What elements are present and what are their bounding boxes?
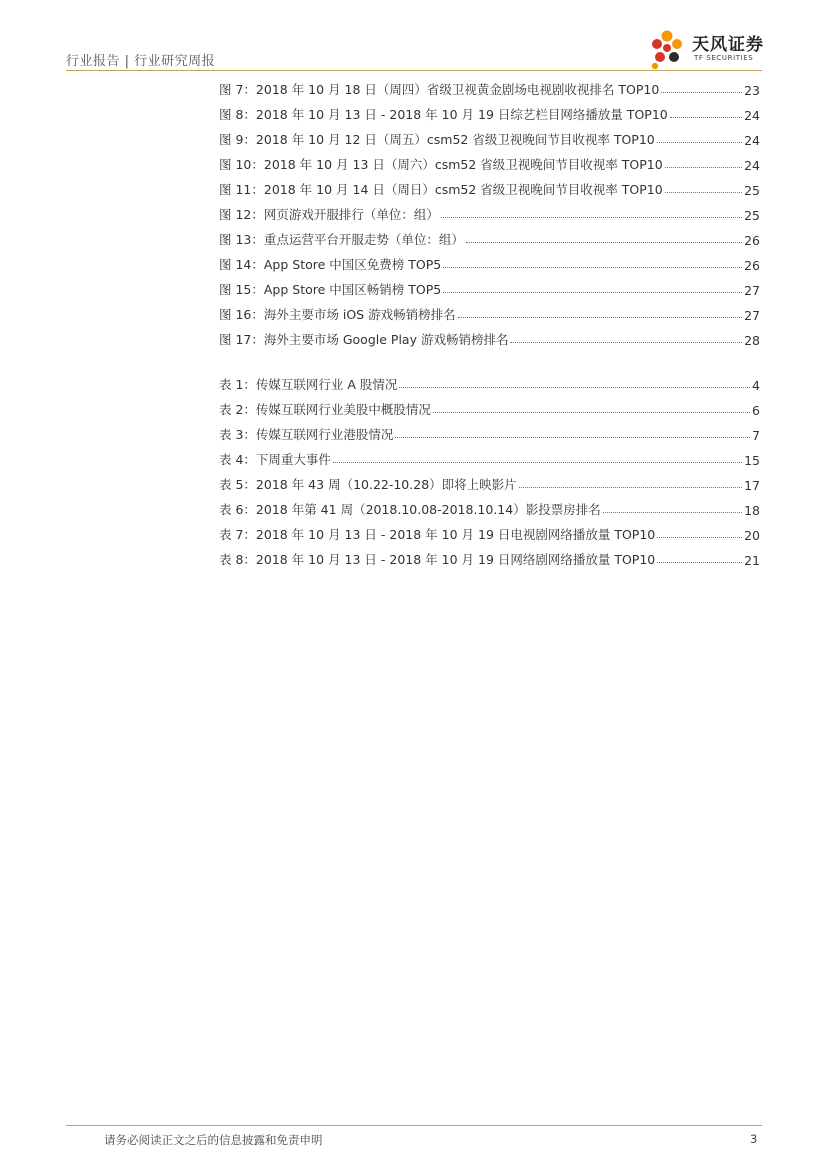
dot-leader (665, 192, 742, 193)
dot-leader (395, 437, 750, 438)
dot-leader (333, 462, 742, 463)
dot-leader (657, 562, 742, 563)
toc-entry-label: 表 1：传媒互联网行业 A 股情况 (219, 377, 398, 392)
toc-entry-figure-7[interactable] (219, 78, 760, 98)
toc-entry-page: 24 (744, 158, 760, 173)
toc-entry-table-2[interactable] (219, 398, 760, 418)
toc-entry-page: 4 (752, 378, 760, 393)
toc-entry-page: 17 (744, 478, 760, 493)
toc-entry-label: 图 11：2018 年 10 月 14 日（周日）csm52 省级卫视晚间节目收视率 TOP10 (219, 182, 663, 197)
toc-entry-figure-15[interactable] (219, 278, 760, 298)
toc-entry-label: 表 3：传媒互联网行业港股情况 (219, 427, 394, 442)
toc-entry-label: 图 13：重点运营平台开服走势（单位：组） (219, 232, 464, 247)
dot-leader (433, 412, 750, 413)
toc-entry-page: 6 (752, 403, 760, 418)
dot-leader (399, 387, 750, 388)
toc-entry-figure-11[interactable] (219, 178, 760, 198)
toc-entry-page: 27 (744, 308, 760, 323)
dot-leader (443, 292, 742, 293)
dot-leader (665, 167, 742, 168)
toc-entry-label: 图 16：海外主要市场 iOS 游戏畅销榜排名 (219, 307, 456, 322)
toc-entry-figure-9[interactable] (219, 128, 760, 148)
toc-entry-label: 图 9：2018 年 10 月 12 日（周五）csm52 省级卫视晚间节目收视率 TOP10 (219, 132, 655, 147)
toc-entry-label: 图 15：App Store 中国区畅销榜 TOP5 (219, 282, 442, 297)
toc-entry-page: 26 (744, 258, 760, 273)
company-logo (646, 26, 766, 70)
toc-entry-label: 表 5：2018 年 43 周（10.22-10.28）即将上映影片 (219, 477, 517, 492)
dot-leader (657, 142, 742, 143)
header-breadcrumb: 行业报告 | 行业研究周报 (66, 54, 216, 69)
logo-flower-icon (646, 26, 688, 70)
toc-entry-table-1[interactable] (219, 373, 760, 393)
toc-entry-table-4[interactable] (219, 448, 760, 468)
toc-entry-page: 7 (752, 428, 760, 443)
toc-entry-label: 图 12：网页游戏开服排行（单位：组） (219, 207, 439, 222)
toc-entry-label: 图 17：海外主要市场 Google Play 游戏畅销榜排名 (219, 332, 509, 347)
toc-entry-figure-16[interactable] (219, 303, 760, 323)
dot-leader (661, 92, 742, 93)
dot-leader (657, 537, 742, 538)
page-number: 3 (750, 1132, 758, 1146)
toc-entry-label: 图 7：2018 年 10 月 18 日（周四）省级卫视黄金剧场电视剧收视排名 TOP10 (219, 82, 660, 97)
toc-entry-page: 23 (744, 83, 760, 98)
toc-entry-label: 表 4：下周重大事件 (219, 452, 331, 467)
toc-entry-figure-14[interactable] (219, 253, 760, 273)
toc-entry-page: 26 (744, 233, 760, 248)
toc-entry-page: 15 (744, 453, 760, 468)
logo-chinese-name: 天风证券 (692, 35, 764, 55)
dot-leader (441, 217, 742, 218)
toc-entry-figure-8[interactable] (219, 103, 760, 123)
toc-entry-page: 25 (744, 208, 760, 223)
toc-entry-figure-13[interactable] (219, 228, 760, 248)
dot-leader (458, 317, 743, 318)
footer-disclaimer: 请务必阅读正文之后的信息披露和免责申明 (104, 1133, 323, 1147)
toc-entry-figure-12[interactable] (219, 203, 760, 223)
toc-entry-label: 表 7：2018 年 10 月 13 日 - 2018 年 10 月 19 日电视剧网络播放量 TOP10 (219, 527, 656, 542)
toc-entry-label: 表 2：传媒互联网行业美股中概股情况 (219, 402, 431, 417)
toc-entry-page: 18 (744, 503, 760, 518)
toc-entry-page: 24 (744, 133, 760, 148)
dot-leader (443, 267, 742, 268)
dot-leader (519, 487, 742, 488)
toc-entry-page: 24 (744, 108, 760, 123)
toc-entry-table-8[interactable] (219, 548, 760, 568)
toc-entry-label: 表 8：2018 年 10 月 13 日 - 2018 年 10 月 19 日网络剧网络播放量 TOP10 (219, 552, 656, 567)
toc-entry-label: 图 10：2018 年 10 月 13 日（周六）csm52 省级卫视晚间节目收视率 TOP10 (219, 157, 663, 172)
toc-entry-figure-17[interactable] (219, 328, 760, 348)
logo-english-name: TF SECURITIES (694, 54, 754, 62)
toc-entry-table-7[interactable] (219, 523, 760, 543)
toc-entry-page: 21 (744, 553, 760, 568)
toc-entry-label: 表 6：2018 年第 41 周（2018.10.08-2018.10.14）影投票房排名 (219, 502, 601, 517)
dot-leader (670, 117, 742, 118)
toc-entry-table-3[interactable] (219, 423, 760, 443)
toc-entry-label: 图 8：2018 年 10 月 13 日 - 2018 年 10 月 19 日综艺栏目网络播放量 TOP10 (219, 107, 668, 122)
header-divider (66, 70, 762, 71)
toc-entry-table-6[interactable] (219, 498, 760, 518)
toc-entry-page: 25 (744, 183, 760, 198)
dot-leader (466, 242, 742, 243)
toc-entry-table-5[interactable] (219, 473, 760, 493)
dot-leader (603, 512, 742, 513)
footer-divider (66, 1125, 762, 1126)
toc-entry-figure-10[interactable] (219, 153, 760, 173)
toc-entry-page: 28 (744, 333, 760, 348)
toc-entry-page: 27 (744, 283, 760, 298)
toc-entry-page: 20 (744, 528, 760, 543)
toc-entry-label: 图 14：App Store 中国区免费榜 TOP5 (219, 257, 442, 272)
dot-leader (510, 342, 742, 343)
